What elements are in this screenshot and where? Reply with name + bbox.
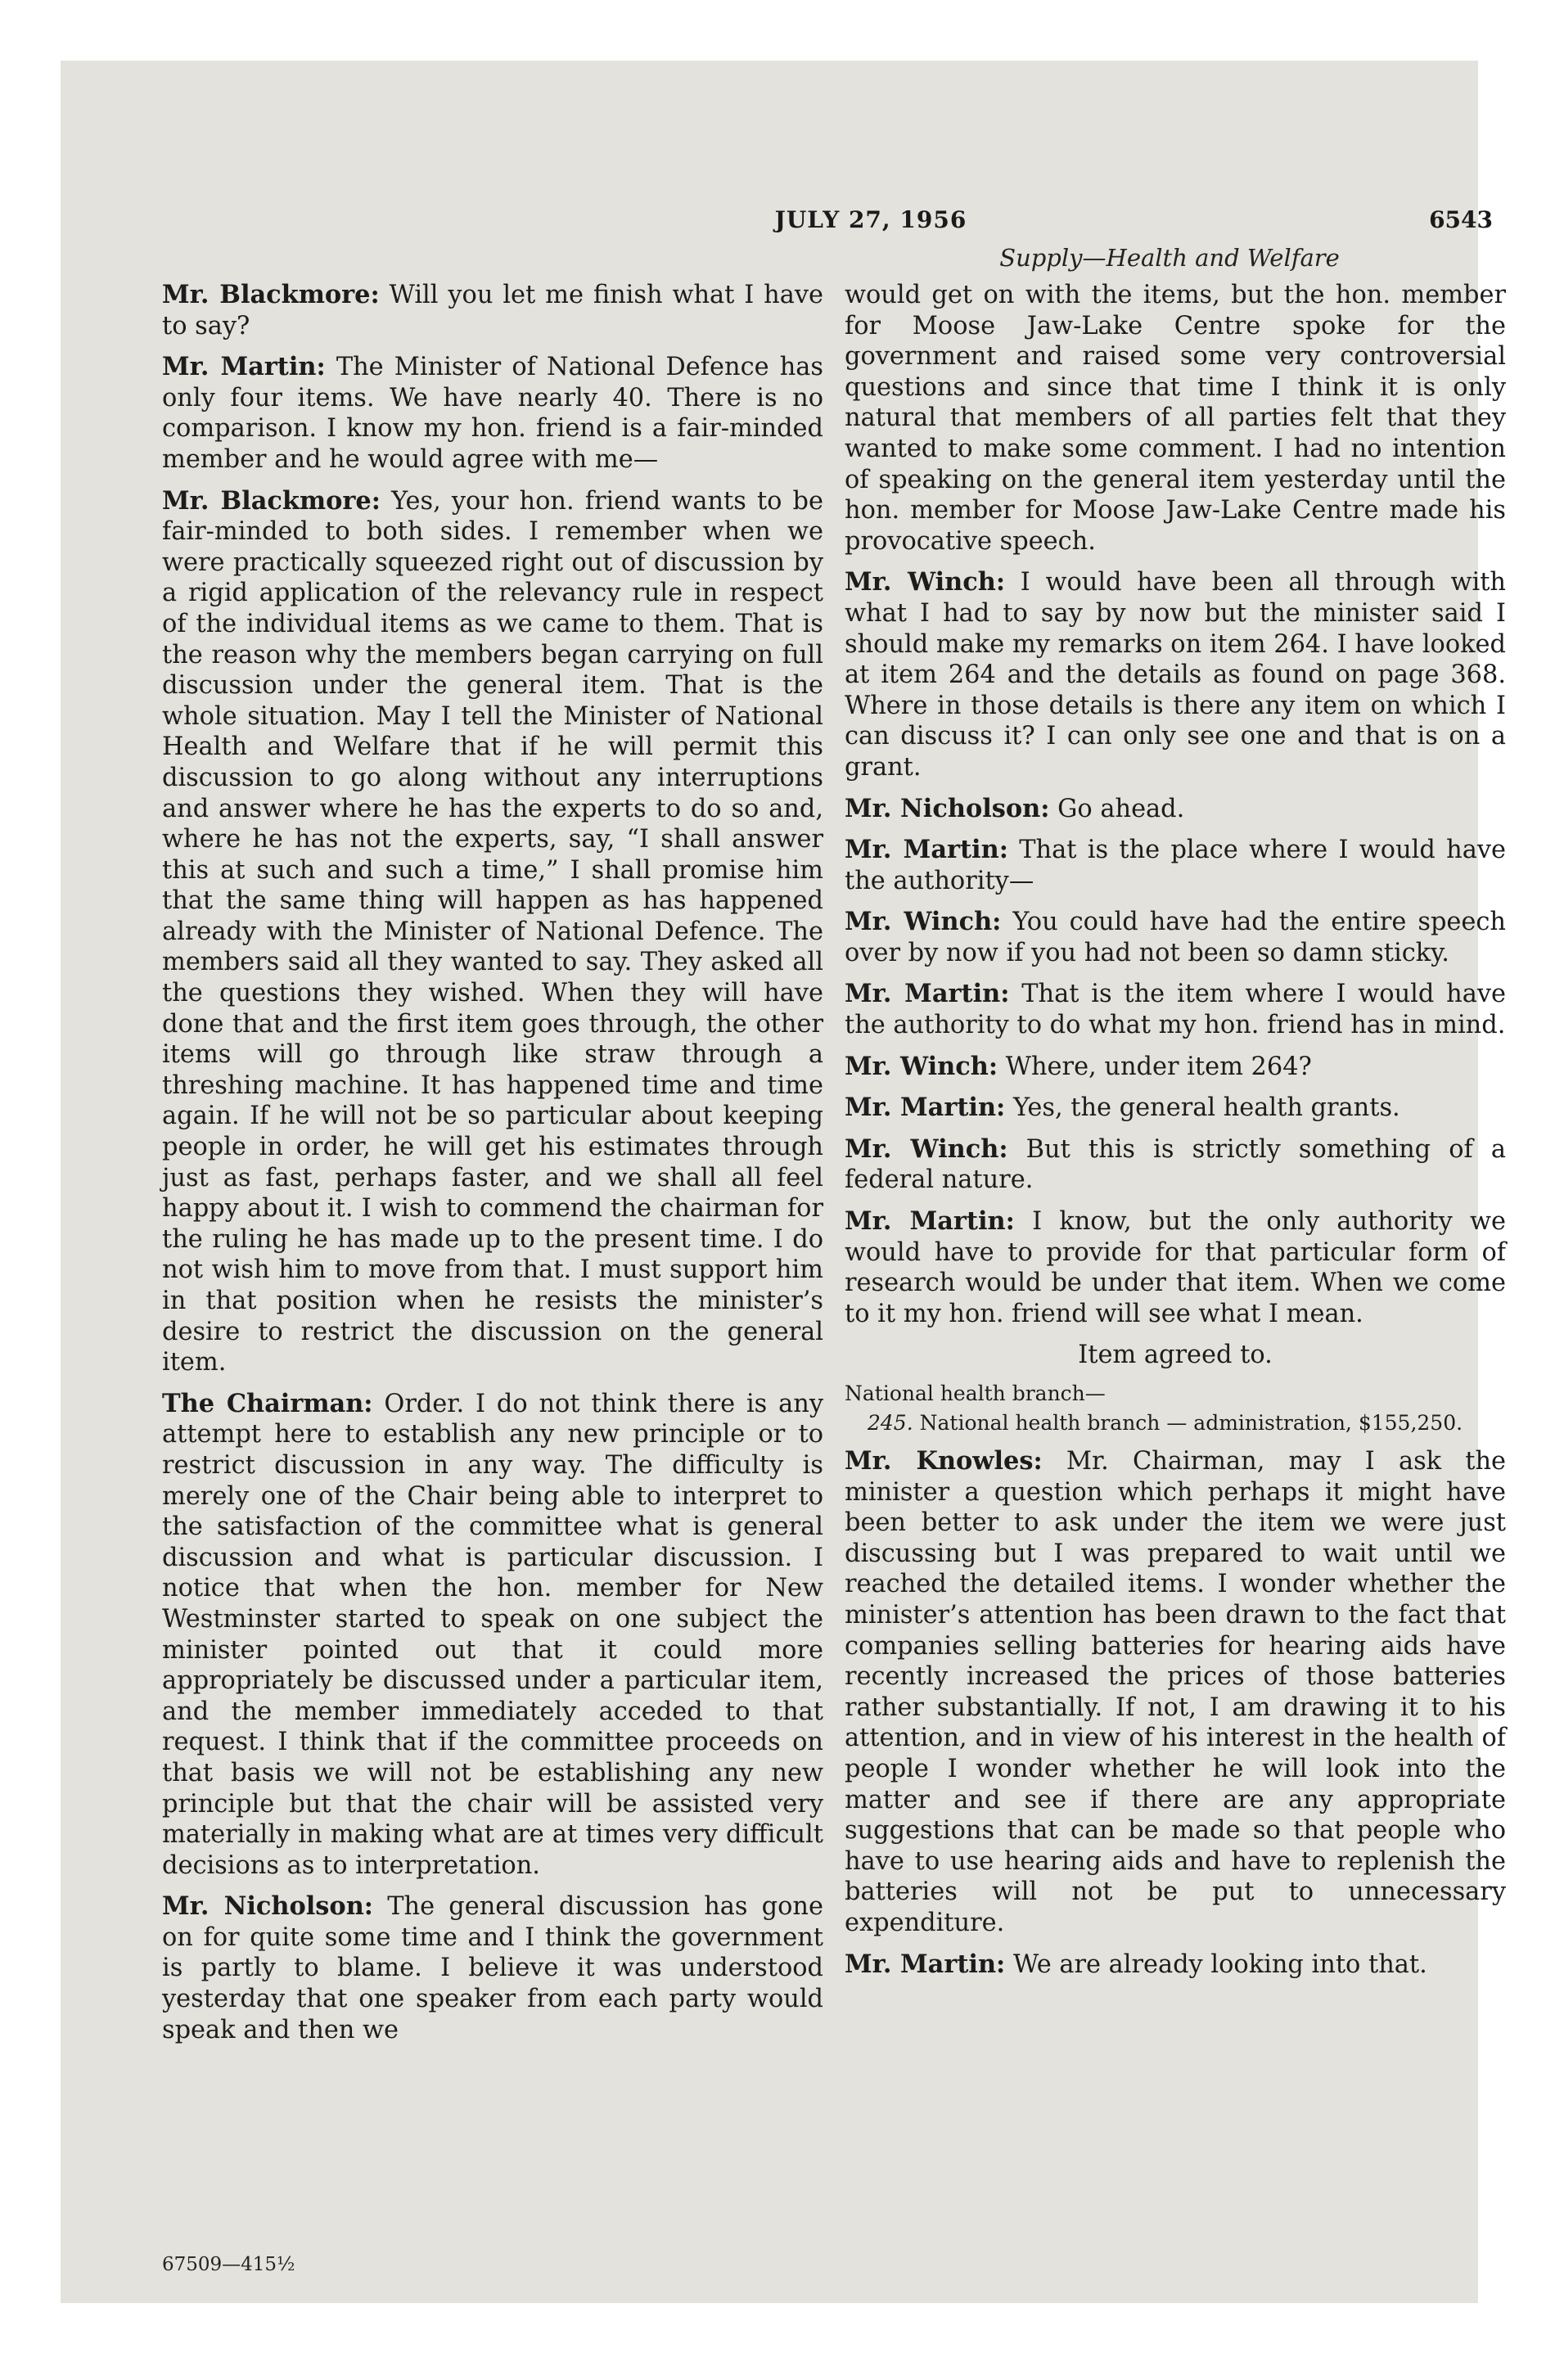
paragraph [162,1389,823,1882]
paragraph [845,1134,1506,1196]
speaker-name: The Chairman: [162,1388,373,1418]
speaker-name: Mr. Blackmore: [162,485,381,516]
paragraph [845,1206,1506,1329]
speaker-name: Mr. Martin: [162,352,326,382]
item-agreed: Item agreed to. [1078,1341,1273,1370]
speech-text: Will you let me finish what I have to say? [162,281,823,340]
paragraph [845,1446,1506,1939]
speech-text: Order. I do not think there is any attempt here to establish any new principle or to restrict discussion in any way. The difficulty is merely one of the Chair being able to interpret to the satisfaction of the committee what is general discussion and what is particular discussion. I notice that when the hon. member for New Westminster started to speak on one subject the minister pointed out that it could more appropriately be discussed under a particular item, and the member immediately acceded to that request. I think that if the committee proceeds on that basis we will not be establishing any new principle but that the chair will be assisted very materially in making what are at times very difficult decisions as to interpretation. [162,1389,823,1880]
estimate-item [845,1411,1506,1436]
section-subtitle: Supply—Health and Welfare [999,244,1340,272]
speech-text: Yes, your hon. friend wants to be fair-minded to both sides. I remember when we were practically squeezed right out of discussion by a rigid application of the relevancy rule in respect of the individual items as we came to them. That is the reason why the members began carrying on full discussion under the general item. That is the whole situation. May I tell the Minister of National Health and Welfare that if he will permit this discussion to go along without any interruptions and answer where he has the experts to do so and, where he has not the experts, say, “I shall answer this at such and such a time,” I shall promise him that the same thing will happen as has happened already with the Minister of National Defence. The members said all they wanted to say. They asked all the questions they wished. When they will have done that and the first item goes through, the other items will go through like straw through a threshing machine. It has happened time and time again. If he will not be so particular about keeping people in order, he will get his estimates through just as fast, perhaps faster, and we shall all feel happy about it. I wish to commend the chairman for the ruling he has made up to the present time. I do not wish him to move from that. I must support him in that position when he resists the minister’s desire to restrict the discussion on the general item. [162,486,823,1377]
paragraph [845,280,1506,557]
speech-text: We are already looking into that. [1012,1950,1427,1979]
speech-text: Go ahead. [1057,794,1185,823]
paragraph [845,1052,1506,1083]
speech-text: That is the item where I would have the authority to do what my hon. friend has in mind. [845,980,1507,1040]
right-column [845,280,1506,1990]
speaker-name: Mr. Blackmore: [162,280,380,309]
paragraph [845,1093,1506,1124]
speaker-name: Mr. Winch: [845,567,1006,597]
speech-text: The Minister of National Defence has only four items. We have nearly 40. There is no comparison. I know my hon. friend is a fair-minded member and he would agree with me— [162,353,823,474]
page-date: JULY 27, 1956 [774,206,967,233]
paragraph [845,794,1506,825]
paragraph [845,1950,1506,1981]
speaker-name: Mr. Winch: [845,1134,1008,1164]
branch-heading: National health branch— [845,1382,1106,1405]
paragraph [845,835,1506,896]
speaker-name: Mr. Nicholson: [845,793,1050,823]
speaker-name: Mr. Winch: [845,907,1002,937]
paragraph [845,567,1506,782]
footer-code: 67509—415½ [162,2254,295,2275]
speech-text: Yes, the general health grants. [1012,1093,1400,1123]
speaker-name: Mr. Martin: [845,1949,1006,1979]
paragraph [845,979,1506,1040]
speaker-name: Mr. Martin: [845,979,1010,1009]
left-column [162,280,823,2056]
speech-text: The general discussion has gone on for quite some time and I think the government is partly to blame. I believe it was understood yesterday that one speaker from each party would speak and then we [162,1892,823,2044]
speech-text: I would have been all through with what I had to say by now but the minister said I should make my remarks on item 264. I have looked at item 264 and the details as found on page 368. Where in those details is there any item on which I can discuss it? I can only see one and that is on a grant. [845,568,1507,782]
speech-text: But this is strictly something of a federal nature. [845,1134,1506,1195]
page-number: 6543 [1429,206,1493,233]
speaker-name: Mr. Winch: [845,1051,998,1081]
speaker-name: Mr. Nicholson: [162,1891,374,1922]
speaker-name: Mr. Knowles: [845,1446,1043,1476]
item-number: 245. [868,1411,913,1435]
speech-text: I know, but the only authority we would have to provide for that particular form of research would be under that item. When we come to it my hon. friend will see what I mean. [845,1207,1506,1328]
item-description: National health branch — administration, $155,250. [919,1411,1463,1435]
speech-text: would get on with the items, but the hon. member for Moose Jaw-Lake Centre spoke for the government and raised some very controversial questions and since that time I think it is only natural that members of all parties felt that they wanted to make some comment. I had no intention of speaking on the general item yesterday until the hon. member for Moose Jaw-Lake Centre made his provocative speech. [845,281,1506,556]
speech-text: You could have had the entire speech over by now if you had not been so damn sticky. [845,908,1506,967]
speech-text: Mr. Chairman, may I ask the minister a question which perhaps it might have been better to ask under the item we were just discussing but I was prepared to wait until we reached the detailed items. I wonder whether the minister’s attention has been drawn to the fact that companies selling batteries for hearing aids have recently increased the prices of those batteries rather substantially. If not, I am drawing it to his attention, and in view of his interest in the health of people I wonder whether he will look into the matter and see if there are any appropriate suggestions that can be made so that people who have to use hearing aids and have to replenish the batteries will not be put to unnecessary expenditure. [845,1447,1507,1937]
speaker-name: Mr. Martin: [845,1206,1015,1237]
page-sheet [61,61,1507,2303]
speaker-name: Mr. Martin: [845,1093,1006,1123]
paragraph [162,1891,823,2045]
paragraph [162,352,823,475]
paragraph [845,907,1506,968]
speaker-name: Mr. Martin: [845,835,1008,865]
paragraph [162,280,823,341]
paragraph [162,486,823,1378]
speech-text: That is the place where I would have the authority— [845,836,1507,895]
speech-text: Where, under item 264? [1005,1052,1312,1081]
